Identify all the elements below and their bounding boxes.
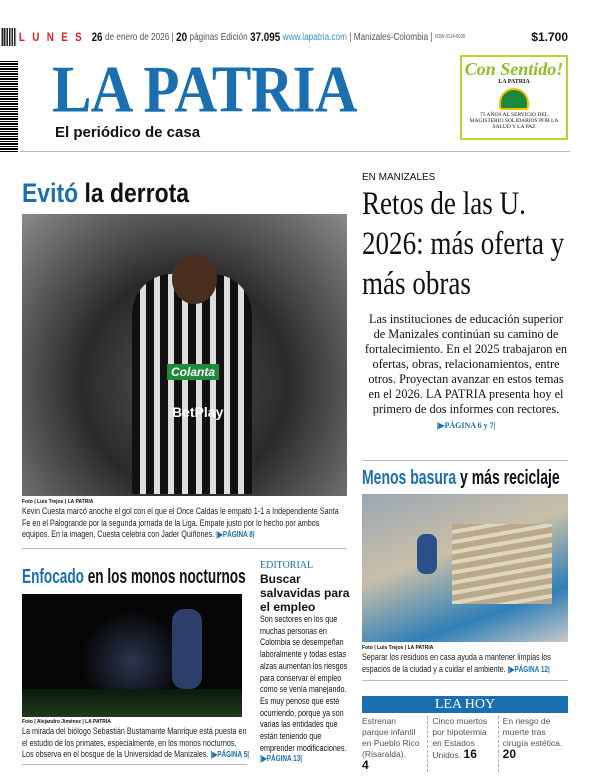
- barcode-icon: [0, 60, 18, 152]
- player-jersey: [132, 274, 252, 494]
- list-item[interactable]: En riesgo de muerte tras cirugía estética. 20: [498, 716, 568, 772]
- football-celebration-photo[interactable]: [22, 214, 347, 496]
- page-ref[interactable]: |▶PÁGINA 12|: [507, 664, 550, 674]
- science-caption: La mirada del biólogo Sebastián Bustamante Manrique está puesta en el estudio de los primates, especialmente, en los monos nocturnos. Los observa en el bosque de la Universidad de Manizales. |▶PÁGINA 5|: [22, 726, 250, 759]
- ad-brand: LA PATRIA: [498, 79, 530, 85]
- tagline: El periódico de casa: [55, 124, 201, 141]
- player-head: [172, 254, 217, 304]
- worker-figure: [417, 534, 437, 574]
- editorial[interactable]: [260, 560, 352, 763]
- main-kicker: EN MANIZALES: [362, 172, 436, 183]
- divider: [22, 764, 247, 765]
- top-info-left: [0, 28, 465, 46]
- page-ref[interactable]: |▶PÁGINA 8|: [216, 530, 255, 539]
- recycle-headline[interactable]: Menos basura y más reciclaje: [362, 467, 560, 489]
- page-ref[interactable]: |▶PÁGINA 13|: [260, 754, 303, 764]
- biologist-figure: [172, 609, 202, 689]
- weekday: LUNES: [18, 30, 90, 44]
- photo-credit: Foto | Luis Trejos | LA PATRIA: [362, 645, 434, 651]
- top-info-bar: [0, 28, 600, 46]
- photo-credit: Foto | Alejandro Jiménez | LA PATRIA: [22, 719, 111, 725]
- list-item[interactable]: Cinco muertos por hipotermia en Estados Unidos. 16: [427, 716, 497, 772]
- tree-logo-icon: [499, 88, 529, 110]
- forest-floor: [22, 689, 242, 717]
- main-body: Las instituciones de educación superior de Manizales continúan su camino de fortalecimiento. En el 2025 trabajaron en ofertas, obras, relacionamientos, entre otros. Proyectan avanzar en estos temas en el 2026. LA PATRIA presenta hoy el primero de dos informes con rectores. |▶PÁGINA 6 y 7|: [364, 312, 568, 430]
- editorial-body-wrap: [260, 614, 352, 763]
- newspaper-logo: LA PATRIA: [52, 52, 357, 127]
- divider: [362, 460, 568, 461]
- pages-count: 20: [176, 30, 188, 44]
- editorial-kicker: EDITORIAL: [260, 560, 314, 571]
- page-ref[interactable]: |▶PÁGINA 5|: [210, 750, 250, 759]
- cardboard-pile: [452, 524, 552, 604]
- lea-hoy-banner: LEA HOY: [362, 696, 568, 713]
- issn: ISSN 0124-6020: [434, 34, 466, 40]
- list-item[interactable]: Estrenan parque infantil en Pueblo Rico (Risaralda). 4: [362, 716, 420, 772]
- ad-text: 75 AÑOS AL SERVICIO DEL MAGISTERIO SOLIDARIOS POR LA SALUD Y LA PAZ: [469, 112, 559, 130]
- website-link[interactable]: www.lapatria.com: [282, 31, 347, 43]
- photo-credit: Foto | Luis Trejos | LA PATRIA: [22, 499, 94, 505]
- jersey-sponsor: Colanta: [167, 364, 219, 380]
- qr-code-icon: [2, 28, 17, 46]
- divider: [22, 548, 347, 549]
- edition-label: Edición: [220, 31, 248, 43]
- lea-hoy-list: [362, 716, 568, 772]
- recycling-photo[interactable]: [362, 494, 568, 642]
- jersey-sponsor-2: BetPlay: [172, 404, 224, 420]
- sport-headline[interactable]: Evitó la derrota: [22, 178, 190, 208]
- price: $1.700: [531, 30, 568, 44]
- pages-label: páginas: [189, 31, 219, 43]
- divider: [362, 680, 568, 681]
- divider: [20, 151, 570, 152]
- editorial-title: Buscar salvavidas para el empleo: [260, 572, 350, 614]
- page-ref[interactable]: |▶PÁGINA 6 y 7|: [436, 421, 496, 430]
- edition-number: 37.095: [250, 30, 281, 44]
- editorial-body: Son sectores en los que muchas personas en Colombia se desempeñan laboralmente y todas estas alzas aumentan los riesgos para conservar el empleo como se venía manejando. Es muy penoso que esté ocurriendo, porque ya son varias las entidades que están teniendo que emprender modificaciones.: [260, 614, 348, 753]
- city: | Manizales-Colombia |: [349, 31, 433, 43]
- sport-caption: Kevin Cuesta marcó anoche el gol con el que el Once Caldas le empató 1-1 a Independiente Santa Fe en el Palogrande por la segunda jornada de la Liga. Empate justo por lo hecho por ambos equipos. En la imagen, Cuesta celebra con Jader Quiñones. |▶PÁGINA 8|: [22, 506, 339, 539]
- biologist-night-photo[interactable]: [22, 594, 242, 717]
- main-headline[interactable]: Retos de las U. 2026: más oferta y más obras: [362, 186, 565, 302]
- date-text: de enero de 2026 |: [104, 31, 174, 43]
- advertisement[interactable]: [460, 55, 568, 140]
- recycle-caption: Separar los residuos en casa ayuda a mantener limpias los espacios de la ciudad y a cuidar el ambiente. |▶PÁGINA 12|: [362, 652, 551, 674]
- ad-title: Con Sentido!: [464, 59, 564, 79]
- science-headline[interactable]: Enfocado en los monos nocturnos: [22, 566, 246, 588]
- date-day: 26: [91, 30, 103, 44]
